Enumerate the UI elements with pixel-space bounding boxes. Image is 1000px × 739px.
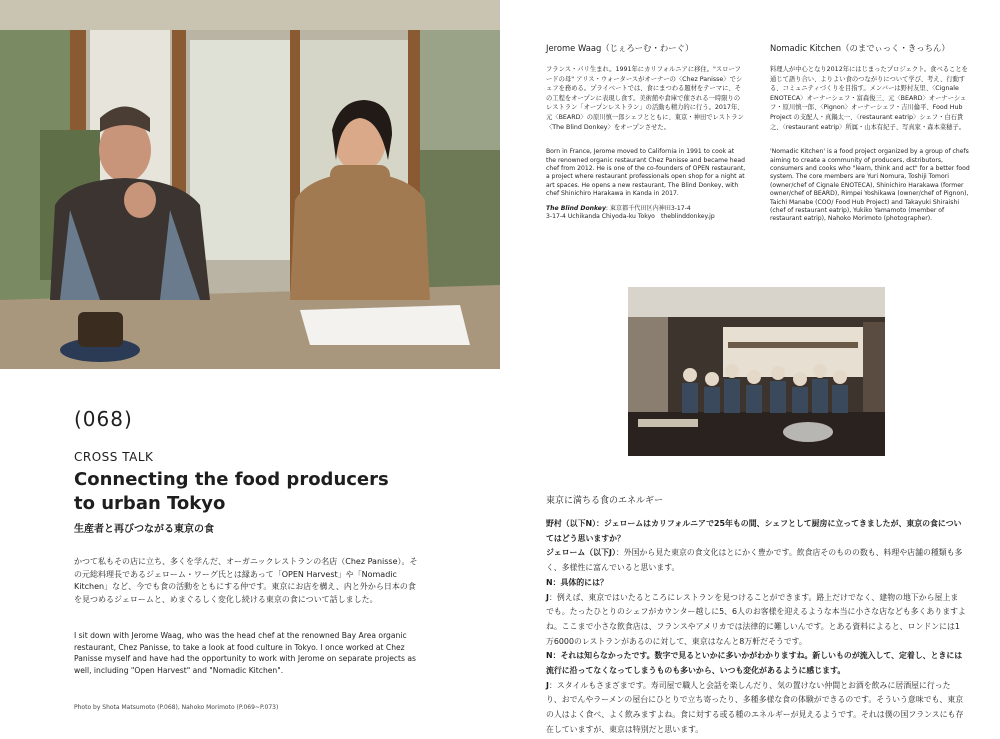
- profile-jerome-waag: [546, 42, 746, 222]
- lead-paragraph-ja: かつて私もその店に立ち、多くを学んだ、オーガニックレストランの名店（Chez Panisse）。その元総料理長であるジェローム・ワーグ氏とは縁あって「OPEN Harvest」や「Nomadic Kitchen」など、今でも食の活動をともにする仲です。東京にお店を構え、内と外から日本の食を見つめるジェロームと、めまぐるしく変化し続ける東京の食について話しました。: [74, 557, 418, 604]
- restaurant-address-en: 3-17-4 Uchikanda Chiyoda-ku Tokyo theblinddonkey.jp: [546, 213, 715, 221]
- restaurant-address-ja: The Blind Donkey: 東京都千代田区内神田3-17-4: [546, 204, 691, 212]
- dialogue-line: N：それは知らなかったです。数字で見るといかに多いかがわかりますね。新しいものが流入して、定着し、ときには流行に沿ってなくなってしまうものも多いから、いつも変化があるように感じます。: [546, 651, 963, 676]
- photo-illustration: [628, 287, 885, 456]
- dialogue-line: J：スタイルもさまざまです。寿司屋で職人と会話を楽しんだり、気の置けない仲間とお酒を飲みに居酒屋に行ったり、おでんやラーメンの屋台にひとりで立ち寄ったり、多種多様な食の体験ができるのです。そういう意味でも、東京の人はよく食べ、よく飲みますよね。食に対する或る種のエネルギーが見えるようです。それは僕の国フランスにも存在していますが、東京は特別だと思います。: [546, 680, 964, 734]
- dialogue-line: 野村（以下N）：ジェロームはカリフォルニアで25年もの間、シェフとして厨房に立ってきましたが、東京の食についてはどう思いますか？: [546, 519, 962, 543]
- dialogue-line: N：具体的には？: [546, 577, 608, 587]
- profile-bio-ja: フランス・パリ生まれ。1991年にカリフォルニアに移住。"スローフードの母" アリス・ウォータースがオーナーの〈Chez Panisse〉でシェフを務める。プライベートでは、食にまつわる題材をテーマに、その工程をオープンに表現し食す。美術館や倉庫で催される一時限りのレストラン「オープンレストラン」の活動も精力的に行う。2017年、元〈BEARD〉の原川慎一郎シェフとともに、東京・神田でレストラン〈The Blind Donkey〉をオープンさせた。: [546, 66, 744, 131]
- profile-heading: Jerome Waag（じぇろーむ・わーぐ）: [546, 43, 694, 53]
- profile-bio-en: 'Nomadic Kitchen' is a food project organized by a group of chefs aiming to create a community of producers, distributors, consumers and cooks who "learn, think and act" for a better food system. The core members are Yuri Nomura, Toshiji Tomori (owner/chef of Cignale ENOTECA), Shinichiro Harakawa (former owner/chef of BEARD), Rimpei Yoshikawa (owner/chef of Pignon), Taichi Manabe (COO/ Food Hub Project) and Takayuki Shiraishi (chef of restaurant eatrip), Yukiko Yamamoto (member of restaurant eatrip), Nahoko Morimoto (photographer).: [770, 148, 970, 223]
- issue-number: (068): [74, 407, 133, 431]
- profile-bio-ja: 料理人が中心となり2012年にはじまったプロジェクト。食べることを通じて語り合い、よりよい食のつながりについて学び、考え、行動する、コミュニティづくりを目指す。メンバーは野村友里、〈Cignale ENOTECA〉オーナーシェフ・富森俊三、元〈BEARD〉オーナーシェフ・原川慎一郎、〈Pignon〉オーナーシェフ・吉川倫平、Food Hub Project の支配人・真鍋太一、〈restaurant eatrip〉シェフ・白石貴之、〈restaurant eatrip〉所属・山本有紀子、写真家・森本菜穂子。: [770, 66, 968, 131]
- photo-illustration: [0, 0, 500, 369]
- article-title-ja: 生産者と再びつながる東京の食: [74, 524, 214, 535]
- lead-paragraph-en: I sit down with Jerome Waag, who was the head chef at the renowned Bay Area organic restaurant, Chez Panisse, to take a look at food culture in Tokyo. I once worked at Chez Panisse myself and have had the opportunity to work with Jerome on separate projects as well, including "Open Harvest" and "Nomadic Kitchen".: [74, 631, 416, 675]
- cover-photo-jerome-and-yuri: [0, 0, 500, 369]
- section-kicker: CROSS TALK: [74, 450, 154, 464]
- dialogue-line: J：例えば、東京ではいたるところにレストランを見つけることができます。路上だけでなく、建物の地下から屋上までも。たったひとりのシェフがカウンター越しに5、6人のお客様を迎えるような本当に小さな店なども多くありますよね。ここまで小さな飲食店は、フランスやアメリカでは法律的に難しいんです。とある資料によると、ロンドンには1万6000のレストランがあるのに対して、東京はなんと8万軒だそうです。: [546, 592, 966, 646]
- dialogue-line: ジェローム（以下J）：外国から見た東京の食文化はとにかく豊かです。飲食店そのものの数も、料理や店舗の種類も多く、多様性に富んでいると思います。: [546, 548, 963, 573]
- group-photo-nomadic-kitchen: [628, 287, 885, 456]
- restaurant-name: The Blind Donkey: [546, 204, 606, 212]
- profile-nomadic-kitchen: [770, 42, 970, 224]
- article-title: Connecting the food producers to urban Tokyo: [74, 469, 389, 514]
- photo-credit: Photo by Shota Matsumoto (P.068), Nahoko Morimoto (P.069~P.073): [74, 704, 279, 711]
- profile-bio-en: Born in France, Jerome moved to California in 1991 to cook at the renowned organic restaurant Chez Panisse and became head chef from 2012. He is one of the co-founders of OPEN restaurant, a project where restaurant professionals open shop for a night at art spaces. He opens a new restaurant, The Blind Donkey, with chef Shinichiro Harakawa in Kanda in 2017.: [546, 148, 746, 198]
- interview-dialogue: [546, 517, 966, 738]
- section-heading: 東京に満ちる食のエネルギー: [546, 496, 664, 506]
- profile-heading: Nomadic Kitchen（のまでぃっく・きっちん）: [770, 43, 950, 53]
